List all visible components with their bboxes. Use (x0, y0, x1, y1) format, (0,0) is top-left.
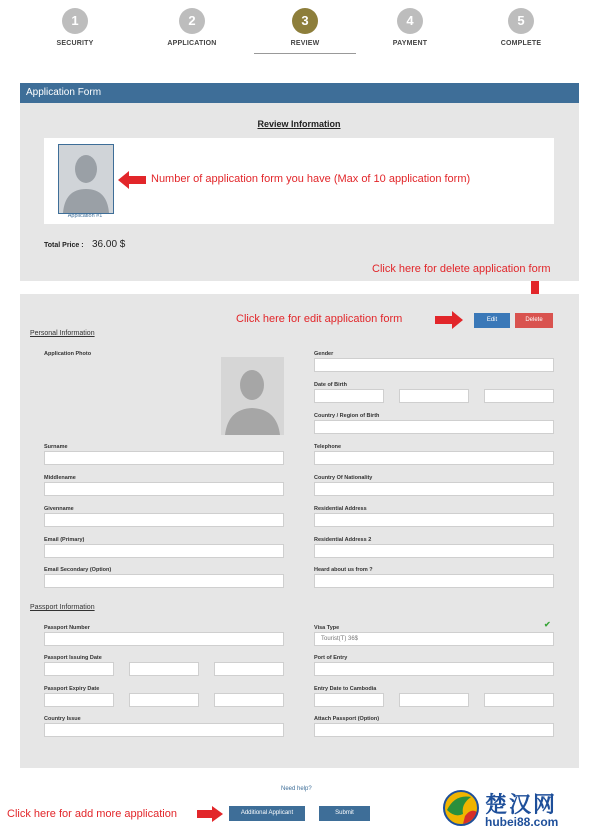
dob-year-field[interactable] (484, 389, 554, 403)
heard-field[interactable] (314, 574, 554, 588)
gender-label: Gender (314, 351, 334, 357)
submit-button[interactable]: Submit (319, 806, 370, 821)
application-photo-label: Application Photo (44, 351, 92, 357)
nationality-field[interactable] (314, 482, 554, 496)
email-primary-label: Email (Primary) (44, 537, 85, 543)
expiry-date-label: Passport Expiry Date (44, 686, 100, 692)
watermark-logo (441, 786, 597, 832)
issuing-year-field[interactable] (214, 662, 284, 676)
annotation-form-count: Number of application form you have (Max of 10 application form) (151, 173, 471, 185)
step-number: 2 (179, 8, 205, 34)
edit-button[interactable]: Edit (474, 313, 510, 328)
address-field[interactable] (314, 513, 554, 527)
person-silhouette-icon (59, 145, 113, 213)
passport-section-title: Passport Information (30, 604, 95, 611)
dob-label: Date of Birth (314, 382, 347, 388)
entry-day-field[interactable] (314, 693, 384, 707)
surname-field[interactable] (44, 451, 284, 465)
watermark-title: 楚汉网 (485, 792, 558, 817)
visa-type-select[interactable]: Tourist(T) 36$ (314, 632, 554, 646)
country-issue-label: Country Issue (44, 716, 81, 722)
givenname-field[interactable] (44, 513, 284, 527)
issuing-date-label: Passport Issuing Date (44, 655, 102, 661)
person-silhouette-icon (221, 357, 284, 435)
gender-field[interactable] (314, 358, 554, 372)
step-security[interactable] (20, 8, 130, 47)
email-primary-field[interactable] (44, 544, 284, 558)
step-number: 1 (62, 8, 88, 34)
watermark-url: hubei88.com (485, 815, 559, 829)
step-label: COMPLETE (500, 40, 542, 47)
expiry-year-field[interactable] (214, 693, 284, 707)
email-secondary-field[interactable] (44, 574, 284, 588)
step-label: PAYMENT (392, 40, 428, 47)
port-entry-label: Port of Entry (314, 655, 348, 661)
entry-date-label: Entry Date to Cambodia (314, 686, 377, 692)
application-label[interactable]: Application #1 (67, 213, 103, 219)
issuing-month-field[interactable] (129, 662, 199, 676)
annotation-add: Click here for add more application (7, 808, 177, 820)
expiry-month-field[interactable] (129, 693, 199, 707)
review-title: Review Information (257, 119, 341, 129)
step-application[interactable] (137, 8, 247, 47)
red-arrow-right-icon (197, 806, 223, 822)
passport-number-label: Passport Number (44, 625, 90, 631)
heard-label: Heard about us from ? (314, 567, 373, 573)
email-secondary-label: Email Secondary (Option) (44, 567, 112, 573)
step-label: APPLICATION (167, 40, 217, 47)
step-number: 5 (508, 8, 534, 34)
surname-label: Surname (44, 444, 68, 450)
personal-section-title: Personal Information (30, 330, 95, 337)
additional-applicant-button[interactable]: Additional Applicant (229, 806, 305, 821)
total-price-label: Total Price : (44, 242, 84, 249)
address2-label: Residential Address 2 (314, 537, 372, 543)
telephone-label: Telephone (314, 444, 342, 450)
nationality-label: Country Of Nationality (314, 475, 373, 481)
application-photo (221, 357, 284, 435)
middlename-label: Middlename (44, 475, 76, 481)
entry-year-field[interactable] (484, 693, 554, 707)
country-birth-label: Country / Region of Birth (314, 413, 380, 419)
need-help-link[interactable]: Need help? (281, 786, 312, 792)
visa-type-label: Visa Type (314, 625, 340, 631)
port-entry-field[interactable] (314, 662, 554, 676)
red-arrow-icon (118, 171, 146, 189)
application-thumbnail[interactable] (58, 144, 114, 214)
telephone-field[interactable] (314, 451, 554, 465)
expiry-day-field[interactable] (44, 693, 114, 707)
step-label: REVIEW (290, 40, 320, 47)
check-icon: ✔ (544, 620, 551, 629)
address2-field[interactable] (314, 544, 554, 558)
issuing-day-field[interactable] (44, 662, 114, 676)
country-birth-field[interactable] (314, 420, 554, 434)
active-step-underline (254, 53, 356, 54)
dob-month-field[interactable] (399, 389, 469, 403)
address-label: Residential Address (314, 506, 367, 512)
globe-logo-icon (441, 788, 481, 828)
step-number: 4 (397, 8, 423, 34)
step-review[interactable] (250, 8, 360, 47)
entry-month-field[interactable] (399, 693, 469, 707)
middlename-field[interactable] (44, 482, 284, 496)
delete-button[interactable]: Delete (515, 313, 553, 328)
panel-header: Application Form (20, 83, 579, 103)
attach-passport-label: Attach Passport (Option) (314, 716, 380, 722)
givenname-label: Givenname (44, 506, 74, 512)
annotation-edit: Click here for edit application form (236, 313, 403, 325)
red-arrow-right-icon (435, 311, 463, 329)
dob-day-field[interactable] (314, 389, 384, 403)
total-price-value: 36.00 $ (92, 239, 126, 250)
attach-passport-field[interactable] (314, 723, 554, 737)
country-issue-field[interactable] (44, 723, 284, 737)
passport-number-field[interactable] (44, 632, 284, 646)
step-number: 3 (292, 8, 318, 34)
step-complete[interactable] (466, 8, 576, 47)
step-payment[interactable] (355, 8, 465, 47)
step-label: SECURITY (56, 40, 94, 47)
annotation-delete: Click here for delete application form (372, 263, 551, 275)
